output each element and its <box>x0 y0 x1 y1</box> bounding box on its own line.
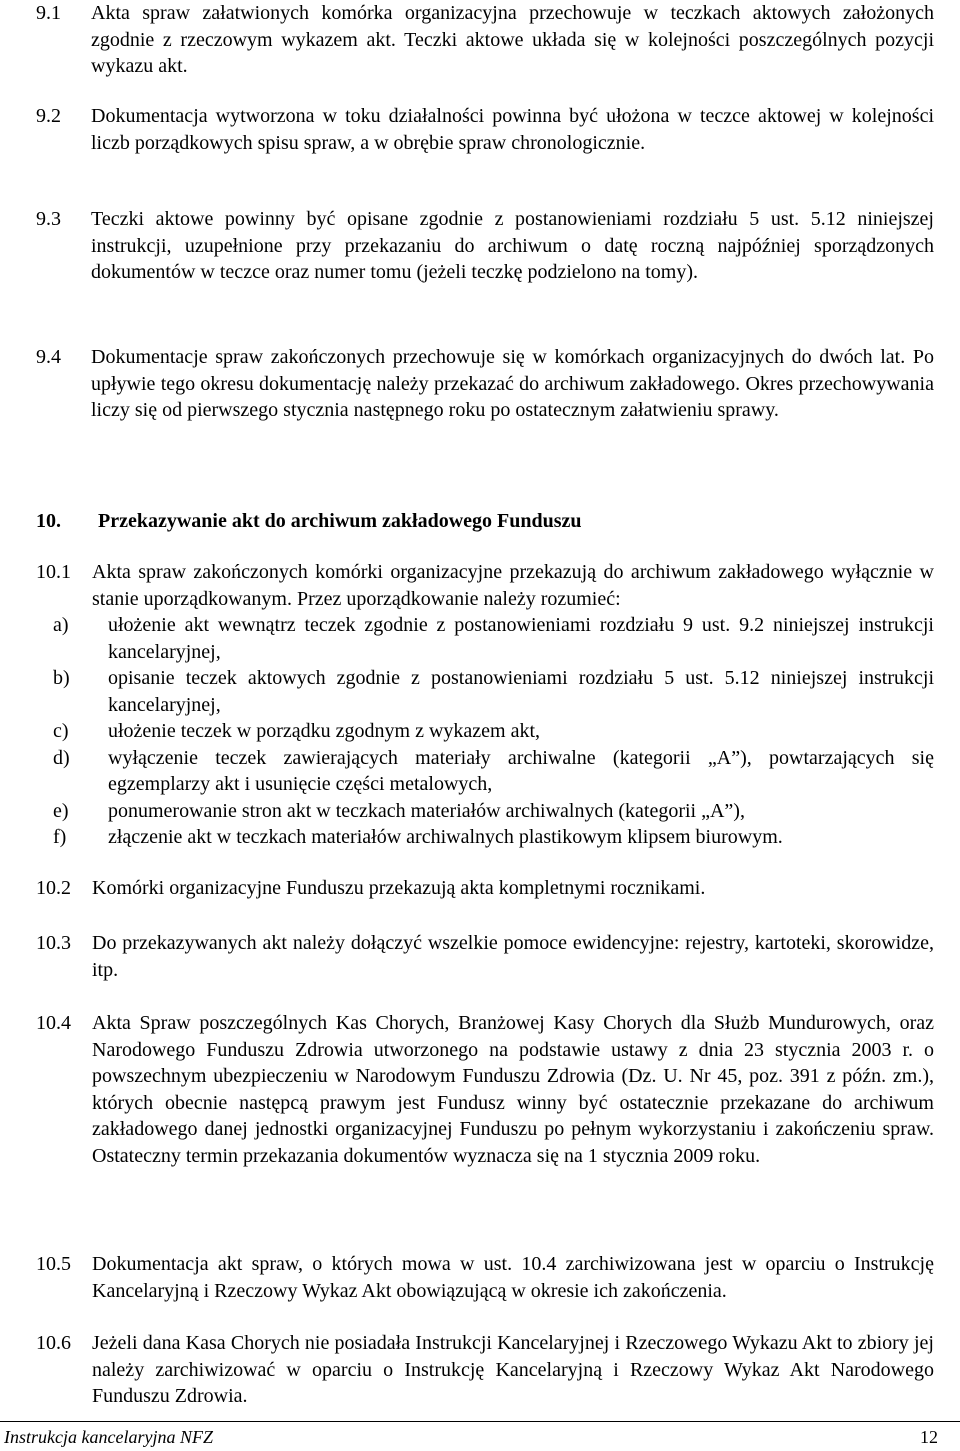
footer-title: Instrukcja kancelaryjna NFZ <box>4 1427 213 1447</box>
section-text: Jeżeli dana Kasa Chorych nie posiadała Instrukcji Kancelaryjnej i Rzeczowego Wykazu Akt to zbiory jej należy zarchiwizować w oparciu o Instrukcję Kancelaryjną i Rzeczowy Wykaz Akt Narodowego Funduszu Zdrowia. <box>92 1332 934 1407</box>
list-item-text: ponumerowanie stron akt w teczkach materiałów archiwalnych (kategorii „A”), <box>108 799 745 822</box>
list-letter: e) <box>53 799 69 822</box>
section-10-2 <box>36 875 934 902</box>
list-item-text: złączenie akt w teczkach materiałów archiwalnych plastikowym klipsem biurowym. <box>108 826 783 848</box>
section-text: Dokumentacja wytworzona w toku działalności powinna być ułożona w teczce aktowej w kolejności liczb porządkowych spisu spraw, a w obrębie spraw chronologicznie. <box>91 105 934 154</box>
section-text: Teczki aktowe powinny być opisane zgodnie z postanowieniami rozdziału 5 ust. 5.12 niniejszej instrukcji, uzupełnione przy przekazaniu do archiwum o datę roczną najpóźniej sporządzonych dokumentów w teczce oraz numer tomu (jeżeli teczkę podzielono na tomy). <box>91 208 934 283</box>
section-10-1 <box>36 559 934 851</box>
list-letter: a) <box>53 614 69 636</box>
section-number: 10.3 <box>36 932 71 954</box>
list-item <box>36 718 934 745</box>
section-10-3 <box>36 930 934 983</box>
list-letter: d) <box>53 746 70 769</box>
list-letter: f) <box>53 826 67 848</box>
list-item <box>36 745 934 798</box>
section-number: 9.2 <box>36 105 61 127</box>
section-number: 9.1 <box>36 2 61 24</box>
section-number: 10.5 <box>36 1253 71 1275</box>
section-9-2 <box>36 103 934 156</box>
section-number: 10.1 <box>36 561 71 583</box>
requirements-list <box>36 612 934 851</box>
page-number: 12 <box>920 1427 938 1447</box>
section-text: Dokumentacje spraw zakończonych przechowuje się w komórkach organizacyjnych do dwóch lat. Po upływie tego okresu dokumentację należy przekazać do archiwum zakładowego. Okres przechowywania liczy się od pierwszego stycznia następnego roku po ostatecznym załatwieniu sprawy. <box>91 346 934 421</box>
section-text: Akta spraw załatwionych komórka organizacyjna przechowuje w teczkach aktowych założonych zgodnie z rzeczowym wykazem akt. Teczki aktowe układa się w kolejności poszczególnych pozycji wykazu akt. <box>91 2 934 77</box>
section-text: Do przekazywanych akt należy dołączyć wszelkie pomoce ewidencyjne: rejestry, kartoteki, skorowidze, itp. <box>92 932 934 981</box>
section-text: Akta spraw zakończonych komórki organizacyjne przekazują do archiwum zakładowego wyłącznie w stanie uporządkowanym. Przez uporządkowanie należy rozumieć: <box>92 561 934 610</box>
section-number: 9.4 <box>36 346 61 368</box>
list-item-text: ułożenie teczek w porządku zgodnym z wykazem akt, <box>108 720 541 742</box>
chapter-heading <box>36 508 582 535</box>
list-item-text: wyłączenie teczek zawierających materiały archiwalne (kategorii „A”), powtarzających się egzemplarzy akt i usunięcie części metalowych, <box>108 746 934 795</box>
section-10-6 <box>36 1330 934 1410</box>
list-item <box>36 612 934 665</box>
list-item-text: ułożenie akt wewnątrz teczek zgodnie z postanowieniami rozdziału 9 ust. 9.2 niniejszej instrukcji kancelaryjnej, <box>108 614 934 663</box>
section-10-5 <box>36 1251 934 1304</box>
chapter-title: Przekazywanie akt do archiwum zakładowego Funduszu <box>98 510 582 532</box>
list-letter: c) <box>53 720 69 742</box>
section-9-4 <box>36 344 934 424</box>
section-number: 10.2 <box>36 877 71 899</box>
section-number: 10.6 <box>36 1332 71 1354</box>
list-letter: b) <box>53 667 70 689</box>
section-text: Akta Spraw poszczególnych Kas Chorych, Branżowej Kasy Chorych dla Służb Mundurowych, oraz Narodowego Funduszu Zdrowia utworzonego na podstawie ustawy z dnia 23 stycznia 2003 r. o powszechnym ubezpieczeniu w Narodowym Funduszu Zdrowia (Dz. U. Nr 45, poz. 391 z późn. zm.), których obecnie następcą prawym jest Fundusz winny być ostatecznie przekazane do archiwum zakładowego danej jednostki organizacyjnej Funduszu po pełnym wykorzystaniu i zakończeniu spraw. Ostateczny termin przekazania dokumentów wyznacza się na 1 stycznia 2009 roku. <box>92 1012 934 1167</box>
list-item <box>36 798 934 825</box>
list-item <box>36 665 934 718</box>
section-9-1 <box>36 0 934 80</box>
section-number: 9.3 <box>36 208 61 230</box>
section-number: 10.4 <box>36 1012 71 1034</box>
section-9-3 <box>36 206 934 286</box>
section-text: Dokumentacja akt spraw, o których mowa w ust. 10.4 zarchiwizowana jest w oparciu o Instrukcję Kancelaryjną i Rzeczowy Wykaz Akt obowiązującą w okresie ich zakończenia. <box>92 1253 934 1302</box>
list-item <box>36 824 934 851</box>
page-footer <box>0 1421 960 1447</box>
section-10-4 <box>36 1010 934 1169</box>
list-item-text: opisanie teczek aktowych zgodnie z postanowieniami rozdziału 5 ust. 5.12 niniejszej instrukcji kancelaryjnej, <box>108 667 934 716</box>
chapter-number: 10. <box>36 510 61 532</box>
section-text: Komórki organizacyjne Funduszu przekazują akta kompletnymi rocznikami. <box>92 877 706 899</box>
